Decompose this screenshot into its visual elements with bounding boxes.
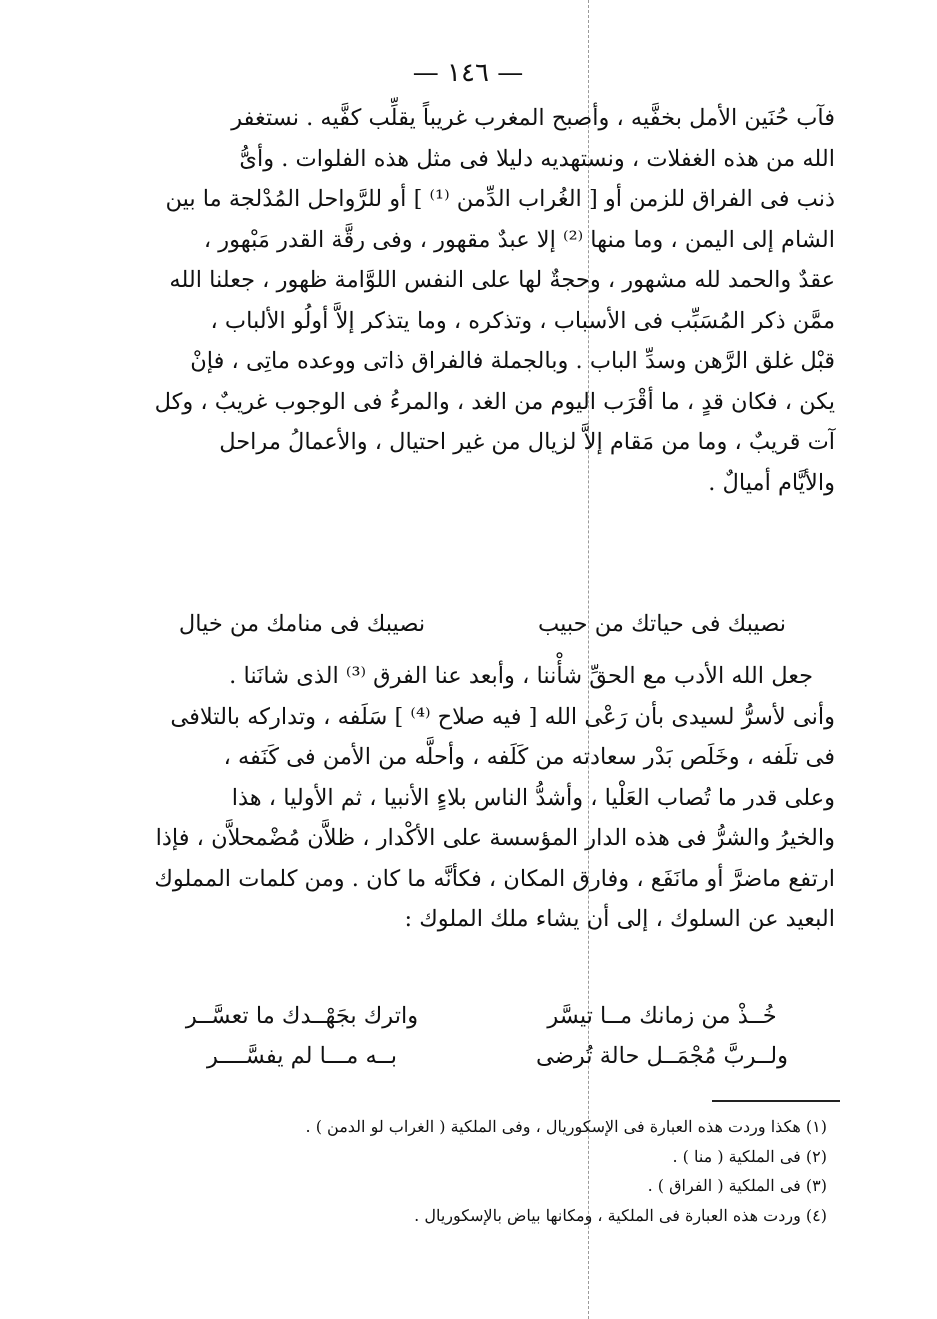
text-line: الله من هذه الغفلات ، ونستهديه دليلا فى مثل هذه الفلوات . وأىُّ xyxy=(239,145,835,172)
text-line: والأيَّام أميالٌ . xyxy=(708,469,835,496)
text-line: الشام إلى اليمن ، وما منها ⁽²⁾ إلا عبدٌ مقهور ، وفى رقَّة القدر مَبْهور ، xyxy=(203,226,835,253)
main-text-continued xyxy=(105,656,835,940)
text-line: آت قريبٌ ، وما من مَقام إلاَّ لزيال من غير احتيال ، والأعمالُ مراحل xyxy=(219,429,835,455)
text-line: وأنى لأسرُّ لسيدى بأن رَعْى الله [ فيه صلاح ⁽⁴⁾ ] سَلَفه ، وتداركه بالتلافى xyxy=(170,703,835,730)
verse-first-hemistich: ولــربَّ مُجْمَــل حالة تُرضى xyxy=(536,1043,788,1069)
footnote-separator xyxy=(712,1100,840,1102)
text-line: ذنب فى الفراق للزمن أو [ الغُراب الدِّمن ⁽¹⁾ ] أو للرَّواحل المُدْلجة ما بين xyxy=(165,186,835,212)
text-line: جعل الله الأدب مع الحقِّ شأْننا ، وأبعد عنا الفرق ⁽³⁾ الذى شانَنا . xyxy=(229,663,813,689)
text-line: فى تلَفه ، وخَلَص بَدْر سعادته من كَلَفه ، وأحلَّه من الأمن فى كَنَفه ، xyxy=(223,744,835,770)
verse-block-1 xyxy=(137,604,827,644)
text-line: يكن ، فكان قدٍ ، ما أقْرَب اليوم من الغد ، والمرءُ فى الوجوب غريبٌ ، وكل xyxy=(154,388,835,415)
verse-first-hemistich: نصيبك فى حياتك من حبيب xyxy=(538,611,786,637)
text-line: ممَّن ذكر المُسَبِّب فى الأسباب ، وتذكره ، وما يتذكر إلاَّ أولُو الألباب ، xyxy=(210,307,835,334)
footnote: (٢) فى الملكية ( منا ) . xyxy=(672,1146,827,1166)
verse-first-hemistich: خُــذْ من زمانك مــا تيسَّر xyxy=(547,1003,777,1029)
text-line: عقدٌ والحمد لله مشهور ، وحجةٌ لها على النفس اللوَّامة ظهور ، جعلنا الله xyxy=(169,267,835,293)
footnote: (١) هكذا وردت هذه العبارة فى الإسكوريال ، وفى الملكية ( الغراب لو الدمن ) . xyxy=(305,1117,827,1136)
verse-block-2 xyxy=(137,996,827,1076)
text-line: وعلى قدر ما تُصاب العَلْيا ، وأشدُّ الناس بلاءٍ الأنبيا ، ثم الأوليا ، هذا xyxy=(231,784,835,811)
footnote: (٤) وردت هذه العبارة فى الملكية ، ومكانها بياض بالإسكوريال . xyxy=(414,1205,827,1225)
main-text xyxy=(105,98,835,503)
text-line: قبْل غلق الرَّهن وسدِّ الباب . وبالجملة فالفراق ذاتى ووعده ماتِى ، فإنْ xyxy=(190,348,835,374)
verse-second-hemistich: بــه مـــا لم يفسَّــــر xyxy=(207,1043,397,1069)
footnotes xyxy=(107,1112,827,1230)
verse xyxy=(137,1036,827,1076)
verse xyxy=(137,996,827,1036)
page-number: — ١٤٦ — xyxy=(412,58,524,88)
text-line: ارتفع ماضرَّ أو مانَفَع ، وفارق المكان ، فكأنَّه ما كان . ومن كلمات المملوك xyxy=(154,865,835,892)
verse-second-hemistich: واترك بجَهْــدك ما تعسَّــر xyxy=(185,1003,419,1029)
verse-second-hemistich: نصيبك فى منامك من خيال xyxy=(178,611,426,637)
text-line: فآب حُنَين الأمل بخفَّيه ، وأصبح المغرب غريباً يقلِّب كفَّيه . نستغفر xyxy=(231,105,835,131)
text-line: البعيد عن السلوك ، إلى أن يشاء ملك الملوك : xyxy=(404,906,835,932)
text-line: والخيرُ والشرُّ فى هذه الدار المؤسسة على الأكْدار ، ظلاَّن مُضْمحلاَّن ، فإذا xyxy=(155,825,835,851)
footnote: (٣) فى الملكية ( الفراق ) . xyxy=(647,1176,827,1195)
verse xyxy=(137,604,827,644)
